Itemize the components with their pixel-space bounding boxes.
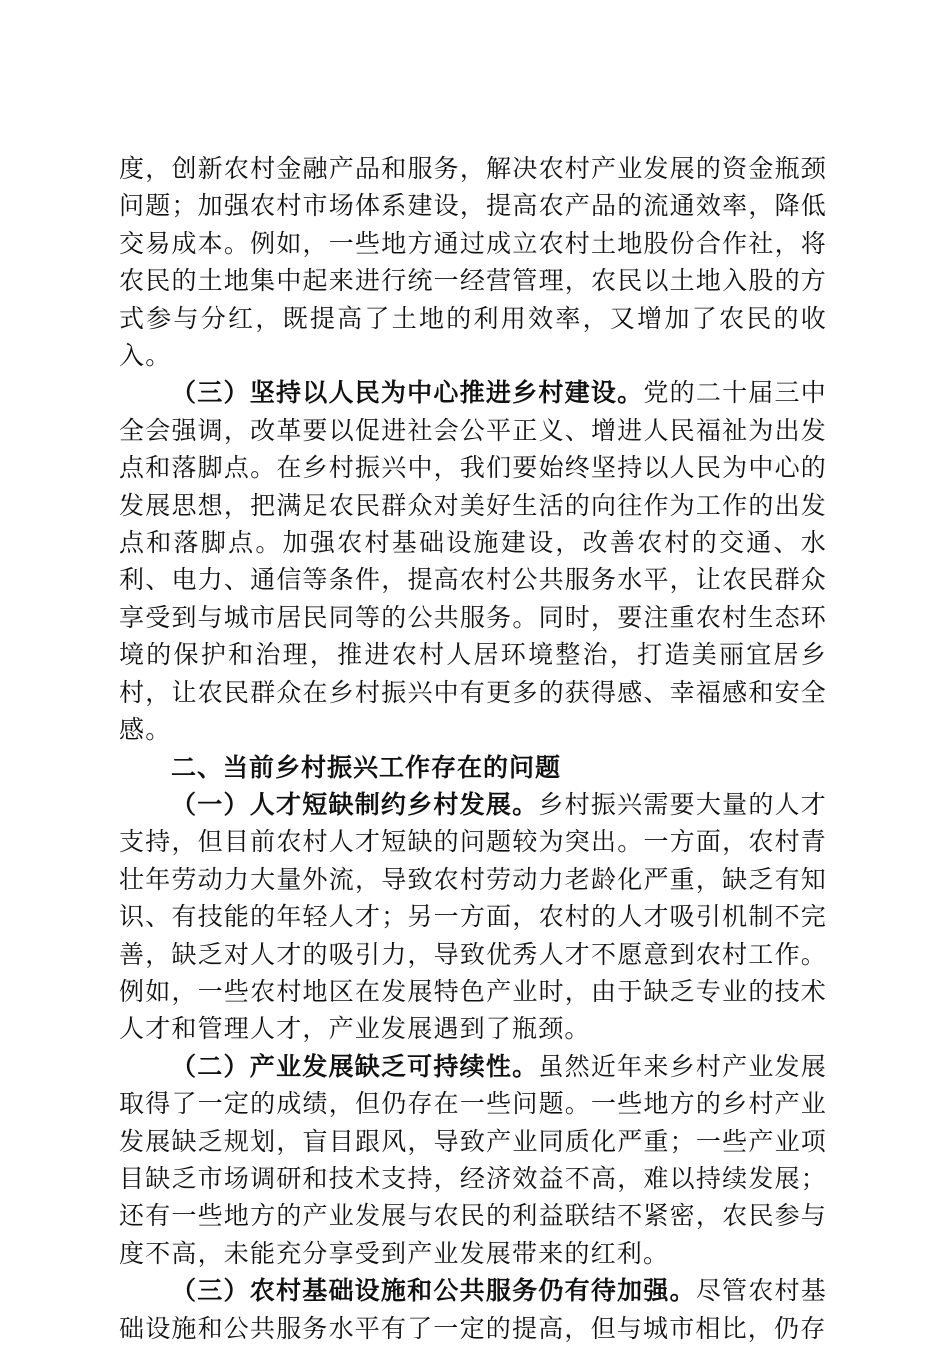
paragraph-infrastructure <box>119 1272 827 1347</box>
paragraph-text: 度，创新农村金融产品和服务，解决农村产业发展的资金瓶颈问题；加强农村市场体系建设，提高农产品的流通效率，降低交易成本。例如，一些地方通过成立农村土地股份合作社，将农民的土地集中起来进行统一经营管理，农民以土地入股的方式参与分红，既提高了土地的利用效率，又增加了农民的收入。 <box>119 154 827 371</box>
paragraph-industry-sustainability <box>119 1048 827 1272</box>
section-title: 二、当前乡村振兴工作存在的问题 <box>171 752 562 782</box>
paragraph-continuation <box>119 150 827 374</box>
paragraph-people-centered <box>119 374 827 748</box>
paragraph-text: 乡村振兴需要大量的人才支持，但目前农村人才短缺的问题较为突出。一方面，农村青壮年劳动力大量外流，导致农村劳动力老龄化严重，缺乏有知识、有技能的年轻人才；另一方面，农村的人才吸引机制不完善，缺乏对人才的吸引力，导致优秀人才不愿意到农村工作。例如，一些农村地区在发展特色产业时，由于缺乏专业的技术人才和管理人才，产业发展遇到了瓶颈。 <box>119 789 828 1044</box>
paragraph-heading: （二）产业发展缺乏可持续性。 <box>171 1051 539 1081</box>
paragraph-talent-shortage <box>119 786 827 1048</box>
paragraph-heading: （三）坚持以人民为中心推进乡村建设。 <box>171 378 644 408</box>
paragraph-heading: （三）农村基础设施和公共服务仍有待加强。 <box>171 1276 696 1306</box>
paragraph-text: 尽管农村基础设施和公共服务水平有了一定的提高，但与城市相比，仍存 <box>119 1276 827 1343</box>
paragraph-heading: （一）人才短缺制约乡村发展。 <box>171 789 539 819</box>
paragraph-text: 虽然近年来乡村产业发展取得了一定的成绩，但仍存在一些问题。一些地方的乡村产业发展缺乏规划，盲目跟风，导致产业同质化严重；一些产业项目缺乏市场调研和技术支持，经济效益不高，难以持续发展；还有一些地方的产业发展与农民的利益联结不紧密，农民参与度不高，未能充分享受到产业发展带来的红利。 <box>119 1051 828 1268</box>
document-body <box>119 150 827 1347</box>
paragraph-text: 党的二十届三中全会强调，改革要以促进社会公平正义、增进人民福祉为出发点和落脚点。在乡村振兴中，我们要始终坚持以人民为中心的发展思想，把满足农民群众对美好生活的向往作为工作的出发点和落脚点。加强农村基础设施建设，改善农村的交通、水利、电力、通信等条件，提高农村公共服务水平，让农民群众享受到与城市居民同等的公共服务。同时，要注重农村生态环境的保护和治理，推进农村人居环境整治，打造美丽宜居乡村，让农民群众在乡村振兴中有更多的获得感、幸福感和安全感。 <box>119 378 827 745</box>
